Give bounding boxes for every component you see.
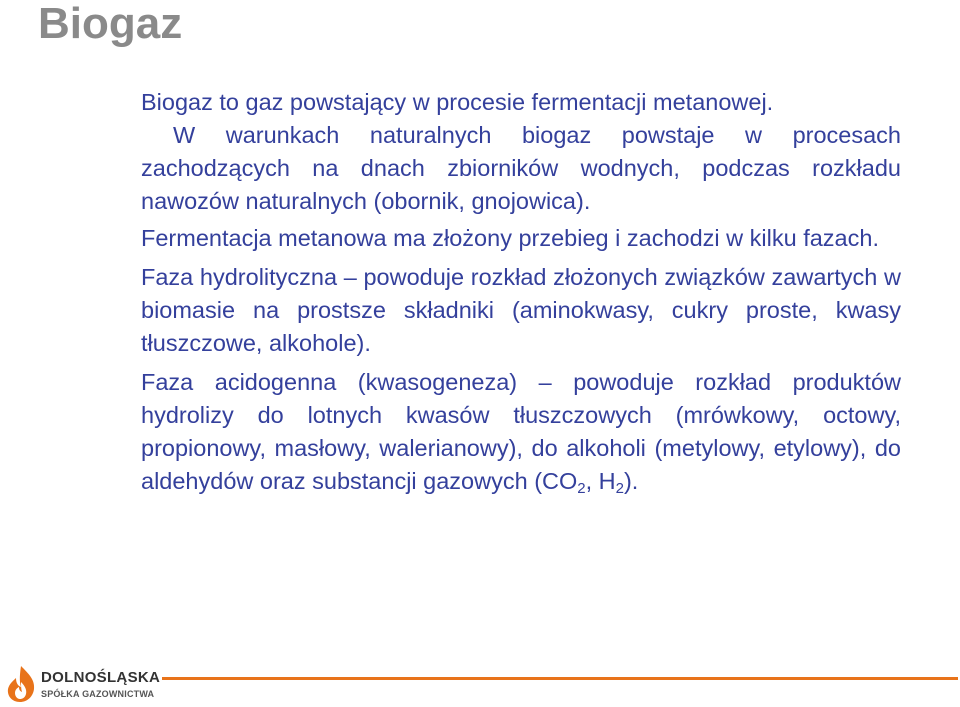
acidogenesis-end: ). xyxy=(623,468,639,494)
footer-divider xyxy=(162,677,958,680)
co2-subscript: 2 xyxy=(577,480,586,497)
natural-conditions-paragraph: W warunkach naturalnych biogaz powstaje w procesach zachodzących na dnach zbiorników wodnych, podczas rozkładu nawozów naturalnych (obornik, gnojowica). xyxy=(141,122,901,214)
intro-paragraph: Biogaz to gaz powstający w procesie fermentacji metanowej. xyxy=(141,89,774,115)
company-logo xyxy=(4,664,161,704)
slide-body xyxy=(141,86,901,498)
acidogenesis-text: Faza acidogenna (kwasogeneza) – powoduje rozkład produktów hydrolizy do lotnych kwasów tłuszczowych (mrówkowy, octowy, propionowy, masłowy, walerianowy), do alkoholi (metylowy, etylowy), do aldehydów oraz substancji gazowych (CO xyxy=(141,369,901,494)
fermentation-paragraph: Fermentacja metanowa ma złożony przebieg i zachodzi w kilku fazach. xyxy=(141,225,879,251)
slide-title: Biogaz xyxy=(38,0,183,48)
h2-subscript: 2 xyxy=(615,480,624,497)
flame-icon xyxy=(4,664,38,704)
acidogenesis-paragraph xyxy=(141,366,901,498)
logo-name: DOLNOŚLĄSKA xyxy=(41,669,161,686)
hydrolysis-paragraph: Faza hydrolityczna – powoduje rozkład złożonych związków zawartych w biomasie na prostsze składniki (aminokwasy, cukry proste, kwasy tłuszczowe, alkohole). xyxy=(141,264,901,356)
logo-subtitle: SPÓŁKA GAZOWNICTWA xyxy=(41,689,155,699)
acidogenesis-mid: , H xyxy=(585,468,616,494)
